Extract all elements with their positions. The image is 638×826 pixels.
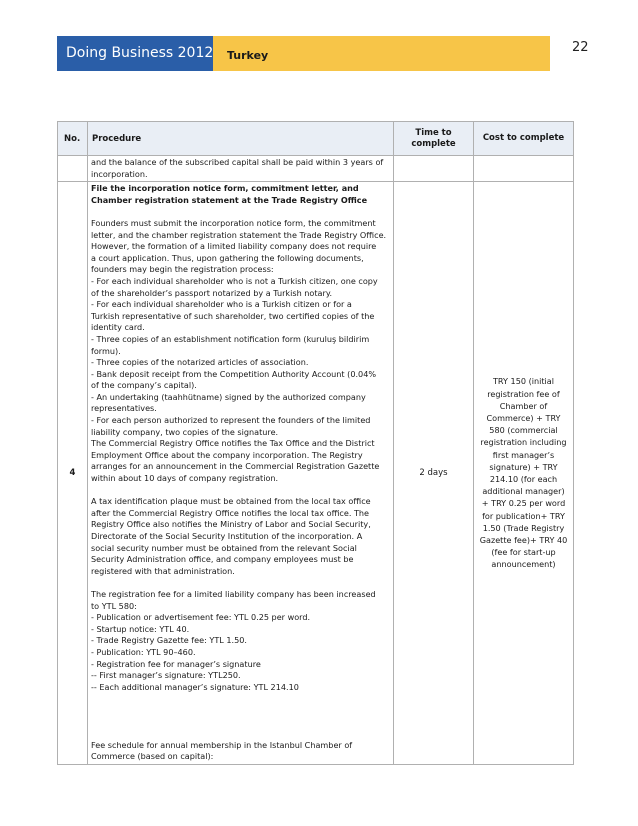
text-line: Commerce) + TRY — [486, 413, 561, 424]
procedure-4-cell — [88, 182, 394, 765]
text-line: signature) + TRY — [489, 461, 558, 472]
table-header-row — [58, 122, 574, 156]
procedure-paragraph-membership — [91, 740, 390, 763]
procedure-paragraph-documents — [91, 218, 390, 485]
text-line: of the shareholder’s passport notarized by a Turkish notary. — [91, 287, 333, 298]
text-line: formu). — [91, 345, 121, 356]
text-line: representatives. — [91, 403, 157, 414]
publication-title: Doing Business 2012 — [57, 36, 213, 71]
text-line: File the incorporation notice form, commitment letter, and — [91, 183, 359, 194]
text-line: arranges for an announcement in the Commercial Registration Gazette — [91, 461, 380, 472]
page-number: 22 — [572, 40, 589, 55]
procedure-paragraph-tax — [91, 496, 390, 577]
text-line: - Publication or advertisement fee: YTL 0.25 per word. — [91, 612, 311, 623]
text-line: - Publication: YTL 90–460. — [91, 646, 196, 657]
table-row-continued — [58, 156, 574, 182]
text-line: liability company, two copies of the signature. — [91, 426, 279, 437]
text-line: - An undertaking (taahhütname) signed by the authorized company — [91, 391, 366, 402]
country-title: Turkey — [227, 49, 269, 62]
table-row-4 — [58, 182, 574, 765]
text-line: Fee schedule for annual membership in the Istanbul Chamber of — [91, 739, 353, 750]
continued-time-cell — [394, 156, 474, 182]
text-line: additional manager) — [482, 486, 565, 497]
continued-procedure-text — [88, 156, 393, 181]
text-line: first manager’s — [492, 449, 555, 460]
continued-procedure-cell — [88, 156, 394, 182]
text-line: - For each individual shareholder who is a Turkish citizen or for a — [91, 299, 352, 310]
text-line: - Three copies of an establishment notification form (kuruluş bildirim — [91, 333, 370, 344]
text-line: registration including — [480, 437, 567, 448]
procedures-table — [57, 121, 574, 765]
text-line: A tax identification plaque must be obtained from the local tax office — [91, 496, 371, 507]
text-line: identity card. — [91, 322, 145, 333]
text-line: The registration fee for a limited liability company has been increased — [91, 588, 376, 599]
text-line: 214.10 (for each — [489, 474, 558, 485]
text-line: of the company’s capital). — [91, 380, 197, 391]
text-line: Commerce (based on capital): — [91, 751, 214, 762]
text-line: -- Each additional manager’s signature: YTL 214.10 — [91, 681, 299, 692]
text-line: - Trade Registry Gazette fee: YTL 1.50. — [91, 635, 247, 646]
text-line: - Registration fee for manager’s signature — [91, 658, 261, 669]
text-line: and the balance of the subscribed capital shall be paid within 3 years of — [91, 157, 384, 167]
text-line: letter, and the chamber registration statement the Trade Registry Office. — [91, 229, 387, 240]
text-line: Chamber registration statement at the Trade Registry Office — [91, 194, 368, 205]
text-line: TRY 150 (initial — [492, 376, 554, 387]
column-header-procedure: Procedure — [88, 122, 394, 156]
text-line: Directorate of the Social Security Institution of the incorporation. A — [91, 531, 363, 541]
cost-to-complete — [474, 182, 574, 765]
text-line: -- First manager’s signature: YTL250. — [91, 670, 241, 681]
text-line: (fee for start-up — [491, 547, 556, 558]
text-line: - Startup notice: YTL 40. — [91, 623, 190, 634]
text-line: after the Commercial Registry Office notifies the local tax office. The — [91, 507, 370, 518]
text-line: for publication+ TRY — [482, 510, 565, 521]
column-header-time: Time to complete — [394, 122, 474, 156]
procedure-title — [91, 183, 390, 206]
procedure-number: 4 — [58, 182, 88, 765]
text-line: + TRY 0.25 per word — [481, 498, 566, 509]
text-line: registered with that administration. — [91, 565, 235, 576]
continued-no-cell — [58, 156, 88, 182]
text-line: 580 (commercial — [489, 425, 558, 436]
text-line: Chamber of — [499, 400, 548, 411]
text-line: 1.50 (Trade Registry — [482, 522, 565, 533]
text-line: Employment Office about the company incorporation. The Registry — [91, 449, 363, 460]
text-line: registration fee of — [487, 388, 560, 399]
procedure-paragraph-fees — [91, 589, 390, 693]
text-line: a court application. Thus, upon gathering the following documents, — [91, 252, 364, 263]
text-line: - For each individual shareholder who is not a Turkish citizen, one copy — [91, 275, 378, 286]
text-line: social security number must be obtained from the relevant Social — [91, 542, 357, 553]
text-line: incorporation. — [91, 168, 148, 179]
text-line: - Three copies of the notarized articles of association. — [91, 357, 309, 368]
text-line: Registry Office also notifies the Ministry of Labor and Social Security, — [91, 519, 371, 530]
text-line: to YTL 580: — [91, 600, 137, 611]
text-line: Security Administration office, and company employees must be — [91, 554, 354, 565]
text-line: The Commercial Registry Office notifies the Tax Office and the District — [91, 438, 375, 449]
time-to-complete: 2 days — [394, 182, 474, 765]
text-line: Founders must submit the incorporation notice form, the commitment — [91, 217, 376, 228]
text-line: Gazette fee)+ TRY 40 — [479, 535, 568, 546]
procedure-4-text — [88, 182, 393, 764]
continued-cost-cell — [474, 156, 574, 182]
text-line: However, the formation of a limited liability company does not require — [91, 241, 377, 252]
column-header-cost: Cost to complete — [474, 122, 574, 156]
text-line: within about 10 days of company registration. — [91, 473, 279, 484]
text-line: Turkish representative of such shareholder, two certified copies of the — [91, 310, 375, 321]
text-line: founders may begin the registration process: — [91, 264, 274, 275]
header-banner — [57, 36, 550, 71]
text-line: - For each person authorized to represent the founders of the limited — [91, 415, 371, 426]
column-header-no: No. — [58, 122, 88, 156]
text-line: announcement) — [491, 559, 556, 570]
text-line: - Bank deposit receipt from the Competition Authority Account (0.04% — [91, 368, 377, 379]
